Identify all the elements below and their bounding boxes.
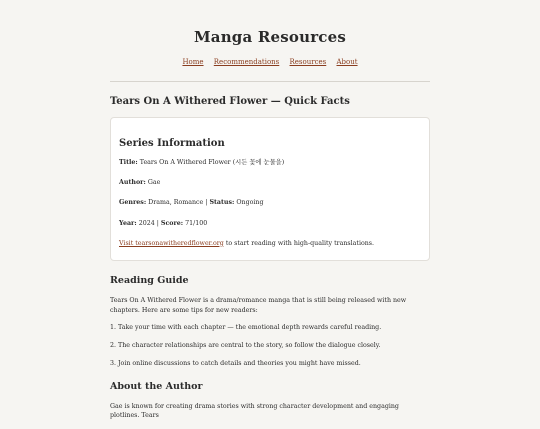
- separator: |: [205, 199, 208, 207]
- page-title: Tears On A Withered Flower — Quick Facts: [110, 96, 350, 107]
- fact-visit: [119, 240, 421, 248]
- author-label: Author:: [119, 179, 146, 187]
- tip-item: 3. Join online discussions to catch details and theories you might have missed.: [110, 359, 361, 367]
- status-value: Ongoing: [236, 199, 264, 207]
- about-author-section: [110, 381, 430, 422]
- reading-guide-heading: Reading Guide: [110, 274, 189, 286]
- site-title: Manga Resources: [193, 28, 347, 46]
- year-label: Year:: [119, 219, 137, 227]
- separator: |: [156, 219, 159, 227]
- genres-label: Genres:: [119, 199, 147, 207]
- nav-recommendations[interactable]: Recommendations: [213, 58, 280, 66]
- nav-home[interactable]: Home: [182, 58, 204, 66]
- author-value: Gae: [147, 179, 161, 187]
- status-label: Status:: [209, 199, 235, 207]
- nav-resources[interactable]: Resources: [289, 58, 327, 66]
- fact-title: [119, 159, 421, 167]
- visit-text: to start reading with high-quality translations.: [223, 239, 375, 247]
- score-label: Score:: [160, 219, 184, 227]
- tip-item: 2. The character relationships are central to the story, so follow the dialogue closely.: [110, 342, 381, 350]
- nav-about[interactable]: About: [336, 58, 358, 66]
- main-nav: [0, 58, 540, 66]
- reading-guide-section: [110, 275, 430, 369]
- main-content: [110, 96, 430, 429]
- fact-year-score: [119, 220, 421, 228]
- about-author-text: Gae is known for creating drama stories with strong character development and engaging plotlines. Tears: [110, 402, 399, 420]
- title-value: Tears On A Withered Flower (시든 꽃에 눈물을): [139, 159, 285, 166]
- site-header: [0, 0, 540, 66]
- fact-genres-status: [119, 199, 421, 207]
- series-info-heading: Series Information: [119, 138, 225, 149]
- fact-author: [119, 179, 421, 187]
- visit-site-link[interactable]: Visit tearsonawitheredflower.org: [119, 239, 224, 247]
- header-divider: [110, 81, 430, 82]
- year-value: 2024: [138, 219, 155, 227]
- title-label: Title:: [119, 159, 138, 166]
- genres-value: Drama, Romance: [148, 199, 204, 207]
- series-info-card: [110, 117, 430, 261]
- score-value: 71/100: [185, 219, 208, 227]
- tip-item: 1. Take your time with each chapter — the emotional depth rewards careful reading.: [110, 324, 382, 332]
- reading-guide-intro: Tears On A Withered Flower is a drama/romance manga that is still being released with new chapters. Here are some tips for new readers:: [110, 296, 407, 314]
- about-author-heading: About the Author: [110, 380, 203, 392]
